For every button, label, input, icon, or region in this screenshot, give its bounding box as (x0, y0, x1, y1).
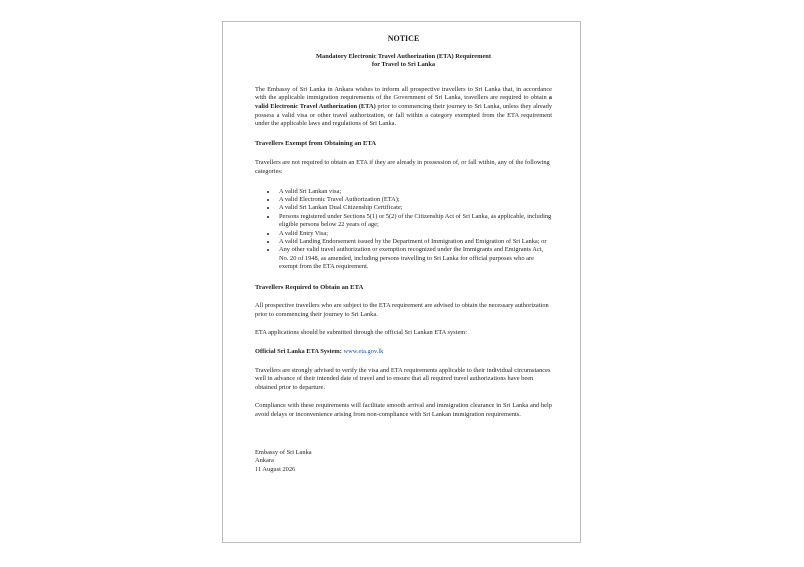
document-title (255, 53, 552, 70)
signature-date: 11 August 2026 (255, 465, 296, 473)
signature-org: Embassy of Sri Lanka (255, 448, 312, 456)
eta-system-label: Official Sri Lanka ETA System: (255, 348, 342, 355)
intro-text-1: The Embassy of Sri Lanka in Ankara wishes to inform all prospective travellers to Sri Lanka that, in accordance with the applicable immigration requirements of the Government of Sri Lanka, travellers are required to obtain (255, 85, 552, 102)
intro-bold-text: a valid Electronic Travel Authorization (ETA) (255, 94, 552, 110)
eta-system-link[interactable]: www.eta.gov.lk (343, 348, 384, 355)
signature-city: Ankara (255, 457, 274, 465)
list-item: • A valid Entry Visa; (277, 230, 552, 238)
title-line-2: for Travel to Sri Lanka (371, 61, 436, 69)
required-paragraph: All prospective travellers who are subject to the ETA requirement are advised to obtain the necessary authorization prior to commencing their journey to Sri Lanka. (255, 302, 549, 318)
title-line-1: Mandatory Electronic Travel Authorization (ETA) Requirement (316, 53, 491, 60)
intro-paragraph (255, 86, 552, 129)
notice-label: NOTICE (387, 34, 420, 43)
signature-block (255, 449, 552, 475)
exempt-heading: Travellers Exempt from Obtaining an ETA (255, 139, 377, 147)
submit-paragraph: ETA applications should be submitted through the official Sri Lankan ETA system: (255, 329, 468, 337)
document-content (255, 34, 552, 474)
list-item: • A valid Sri Lankan visa; (277, 188, 552, 196)
document-page (222, 21, 581, 543)
required-heading: Travellers Required to Obtain an ETA (255, 283, 364, 291)
exempt-list (255, 188, 552, 272)
list-item: • A valid Electronic Travel Authorization (ETA); (277, 196, 552, 204)
eta-system-line (255, 348, 552, 357)
compliance-paragraph: Compliance with these requirements will facilitate smooth arrival and immigration clearance in Sri Lanka and help avoid delays or inconvenience arising from non-compliance with Sri Lankan immigration requirements. (255, 402, 552, 418)
advice-paragraph: Travellers are strongly advised to verify the visa and ETA requirements applicable to their individual circumstances well in advance of their intended date of travel and to ensure that all required travel authorizations have been obtained prior to departure. (255, 366, 551, 391)
list-item: • A valid Landing Endorsement issued by the Department of Immigration and Emigration of Sri Lanka; or (277, 238, 552, 246)
intro-text-2: prior to commencing their journey to Sri Lanka, unless they already possess a valid visa or other travel authorization, or fall within a category exempted from the ETA requirement under the applicable laws and regulations of Sri Lanka. (255, 103, 553, 128)
exempt-intro: Travellers are not required to obtain an ETA if they are already in possession of, or fall within, any of the following categories: (255, 159, 550, 175)
list-item: • Any other valid travel authorization or exemption recognized under the Immigrants and Emigrants Act, No. 20 of 1948, as amended, including persons travelling to Sri Lanka for official purposes who are exempt from the ETA requirement. (277, 246, 552, 271)
list-item: • Persons registered under Sections 5(1) or 5(2) of the Citizenship Act of Sri Lanka, as applicable, including eligible persons below 22 years of age; (277, 213, 552, 230)
list-item: • A valid Sri Lankan Dual Citizenship Certificate; (277, 204, 552, 212)
